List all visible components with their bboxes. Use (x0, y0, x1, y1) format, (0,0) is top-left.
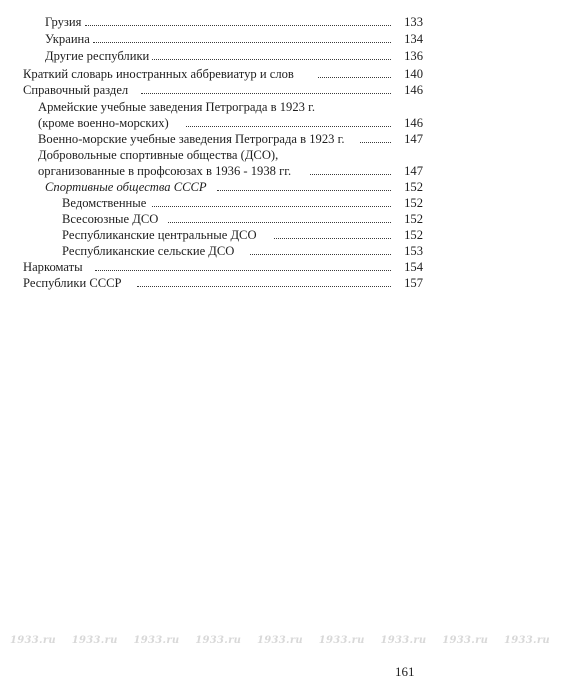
leader-dots (85, 25, 391, 26)
leader-dots (318, 77, 391, 78)
leader-dots (360, 142, 391, 143)
toc-entry (45, 179, 423, 195)
toc-entry-page: 152 (404, 196, 423, 210)
watermark-text: 1933.ru (71, 635, 118, 646)
toc-entry-title: Справочный раздел (23, 83, 129, 97)
toc-entry (38, 115, 423, 131)
table-of-contents (0, 0, 459, 300)
toc-entry-title: Наркоматы (23, 260, 83, 274)
toc-entry (38, 99, 423, 115)
toc-entry-title: Украина (45, 32, 90, 46)
leader-dots (147, 59, 391, 60)
page-number: 161 (395, 664, 415, 679)
toc-entry (62, 211, 423, 227)
watermark-text: 1933.ru (10, 635, 56, 646)
toc-entry-page: 134 (404, 32, 423, 46)
leader-dots (168, 222, 391, 223)
toc-entry (62, 243, 423, 259)
leader-dots (95, 270, 391, 271)
toc-entry (45, 31, 423, 47)
toc-entry-title: Республиканские центральные ДСО (62, 228, 257, 242)
leader-dots (137, 286, 391, 287)
leader-dots (310, 174, 391, 175)
watermark-text: 1933.ru (257, 635, 303, 646)
toc-entry (38, 131, 423, 147)
toc-entry-page: 152 (404, 228, 423, 242)
watermark-text: 1933.ru (195, 635, 242, 646)
watermark-text: 1933.ru (318, 635, 365, 646)
toc-entry (38, 147, 423, 163)
toc-entry-title: Республики СССР (23, 276, 122, 290)
toc-entry-title: (кроме военно-морских) (38, 116, 169, 130)
toc-entry-page: 146 (404, 83, 423, 97)
leader-dots (141, 93, 391, 94)
toc-entry-title: Грузия (45, 15, 82, 29)
toc-entry (23, 259, 423, 275)
toc-entry-title: Ведомственные (62, 196, 147, 210)
toc-entry-page: 136 (404, 49, 423, 63)
toc-entry-page: 152 (404, 212, 423, 226)
leader-dots (217, 190, 391, 191)
toc-entry-title: Добровольные спортивные общества (ДСО), (38, 148, 279, 162)
leader-dots (274, 238, 391, 239)
toc-entry (45, 48, 423, 64)
toc-entry-title: организованные в профсоюзах в 1936 - 1938 гг. (38, 164, 292, 178)
toc-entry (23, 82, 423, 98)
toc-entry-title: Республиканские сельские ДСО (62, 244, 235, 258)
toc-entry (23, 66, 423, 82)
toc-entry (23, 275, 423, 291)
toc-entry (38, 163, 423, 179)
watermark-text: 1933.ru (133, 635, 180, 646)
toc-entry-title: Армейские учебные заведения Петрограда в 1923 г. (38, 100, 315, 114)
toc-entry-page: 154 (404, 260, 423, 274)
toc-entry (45, 14, 423, 30)
toc-entry-page: 147 (404, 132, 423, 146)
toc-entry-page: 157 (404, 276, 423, 290)
toc-entry-title: Краткий словарь иностранных аббревиатур и слов (23, 67, 294, 81)
toc-entry-page: 133 (404, 15, 423, 29)
toc-entry-page: 152 (404, 180, 423, 194)
watermark (10, 634, 550, 648)
toc-entry-page: 140 (404, 67, 423, 81)
watermark-text: 1933.ru (442, 635, 489, 646)
toc-entry-page: 146 (404, 116, 423, 130)
toc-entry-title: Другие республики (45, 49, 150, 63)
leader-dots (186, 126, 391, 127)
leader-dots (250, 254, 391, 255)
toc-entry-page: 153 (404, 244, 423, 258)
toc-entry-title: Всесоюзные ДСО (62, 212, 159, 226)
watermark-text: 1933.ru (380, 635, 427, 646)
watermark-text: 1933.ru (504, 635, 550, 646)
leader-dots (152, 206, 391, 207)
leader-dots (93, 42, 391, 43)
toc-entry-page: 147 (404, 164, 423, 178)
toc-entry-title: Военно-морские учебные заведения Петрограда в 1923 г. (38, 132, 345, 146)
toc-entry-title: Спортивные общества СССР (45, 180, 207, 194)
toc-entry (62, 195, 423, 211)
toc-entry (62, 227, 423, 243)
